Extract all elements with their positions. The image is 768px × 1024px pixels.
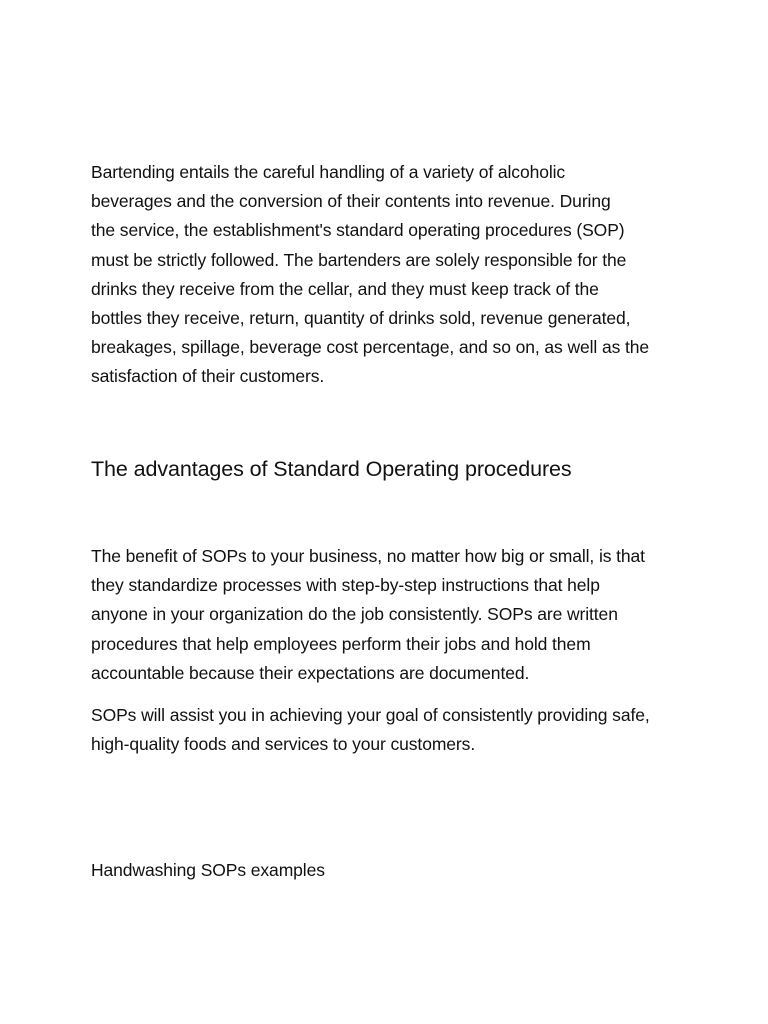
intro-paragraph: [91, 158, 691, 392]
benefits-paragraph: [91, 542, 691, 688]
text-line: high-quality foods and services to your customers.: [91, 734, 476, 755]
text-line: SOPs will assist you in achieving your goal of consistently providing safe,: [91, 705, 650, 725]
text-line: accountable because their expectations are documented.: [91, 662, 530, 683]
section-heading: The advantages of Standard Operating procedures: [91, 457, 572, 481]
goal-paragraph: [91, 701, 691, 759]
text-line: drinks they receive from the cellar, and they must keep track of the: [91, 278, 599, 299]
text-line: procedures that help employees perform their jobs and hold them: [91, 633, 591, 654]
text-line: beverages and the conversion of their contents into revenue. During: [91, 191, 611, 212]
text-line: they standardize processes with step-by-step instructions that help: [91, 575, 600, 596]
text-line: Bartending entails the careful handling of a variety of alcoholic: [91, 162, 566, 182]
text-line: anyone in your organization do the job consistently. SOPs are written: [91, 604, 618, 625]
text-line: must be strictly followed. The bartenders are solely responsible for the: [91, 249, 627, 270]
text-line: satisfaction of their customers.: [91, 366, 325, 387]
text-line: the service, the establishment's standard operating procedures (SOP): [91, 220, 625, 241]
handwashing-subheading: Handwashing SOPs examples: [91, 860, 325, 880]
text-line: The benefit of SOPs to your business, no matter how big or small, is that: [91, 546, 645, 566]
text-line: bottles they receive, return, quantity of drinks sold, revenue generated,: [91, 308, 631, 329]
text-line: breakages, spillage, beverage cost percentage, and so on, as well as the: [91, 337, 650, 358]
